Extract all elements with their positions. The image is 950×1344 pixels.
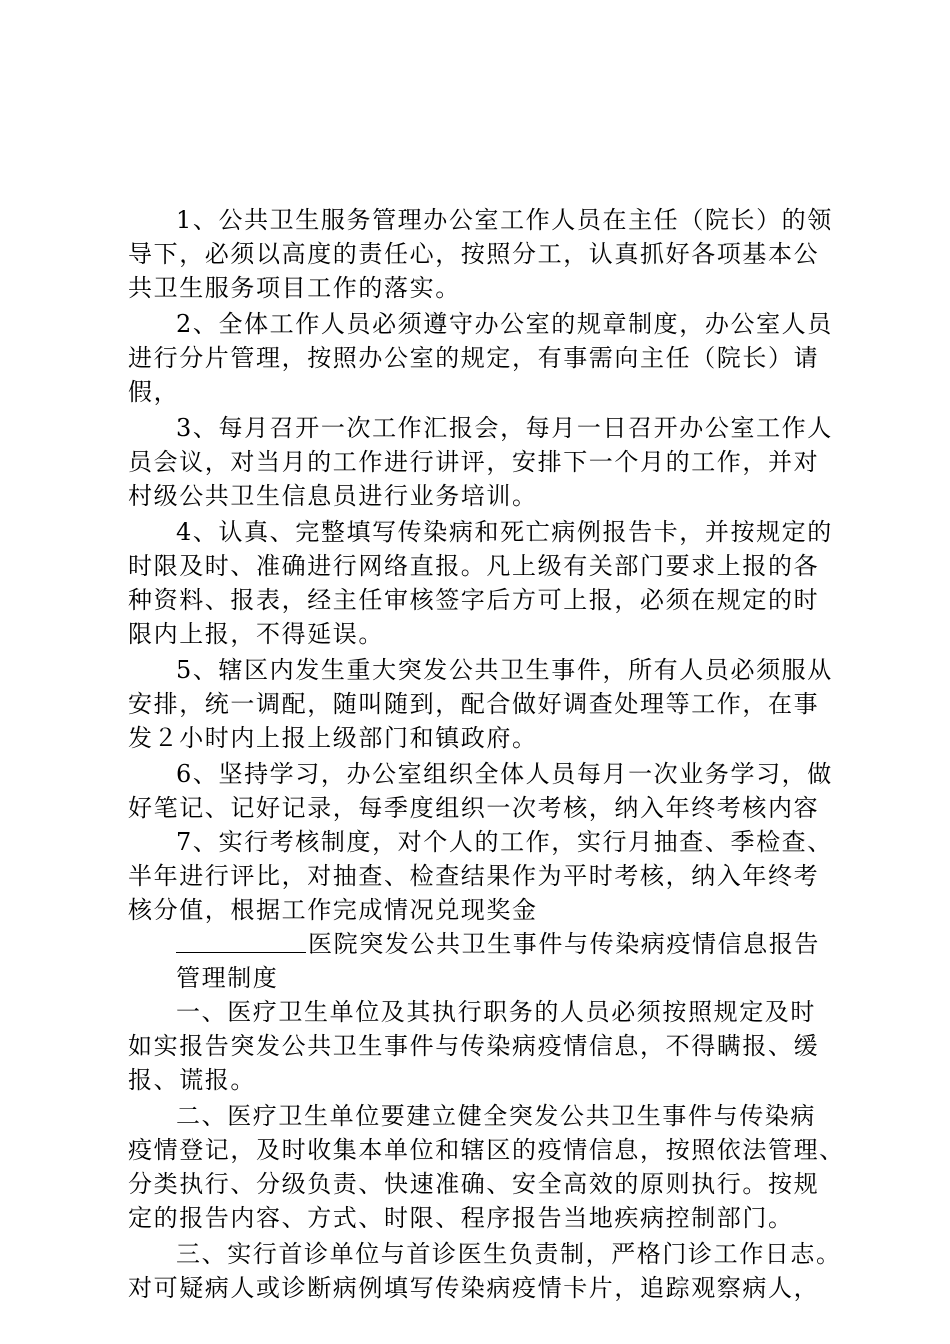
- text-line: 3、每月召开一次工作汇报会，每月一日召开办公室工作人: [176, 414, 833, 442]
- text-line: 4、认真、完整填写传染病和死亡病例报告卡，并按规定的: [176, 518, 833, 546]
- text-line: 2、全体工作人员必须遵守办公室的规章制度，办公室人员: [176, 310, 833, 338]
- text-line: 安排，统一调配，随叫随到，配合做好调查处理等工作，在事: [128, 690, 820, 718]
- text-line: 村级公共卫生信息员进行业务培训。: [128, 482, 538, 510]
- text-line: 定的报告内容、方式、时限、程序报告当地疾病控制部门。: [128, 1204, 794, 1232]
- section-heading: [128, 927, 828, 995]
- text-line: 三、实行首诊单位与首诊医生负责制，严格门诊工作日志。: [176, 1240, 842, 1268]
- paragraph-7: [128, 825, 833, 927]
- text-line: 5、辖区内发生重大突发公共卫生事件，所有人员必须服从: [176, 656, 833, 684]
- text-line: 假，: [128, 378, 180, 406]
- heading-line-2: 管理制度: [176, 964, 279, 992]
- text-line: 发２小时内上报上级部门和镇政府。: [128, 724, 538, 752]
- text-line: 7、实行考核制度，对个人的工作，实行月抽查、季检查、: [176, 828, 833, 856]
- document-body: [128, 203, 845, 1305]
- text-line: 分类执行、分级负责、快速准确、安全高效的原则执行。按规: [128, 1170, 820, 1198]
- text-line: 半年进行评比，对抽查、检查结果作为平时考核，纳入年终考: [128, 862, 820, 890]
- text-line: 对可疑病人或诊断病例填写传染病疫情卡片，追踪观察病人，: [128, 1274, 820, 1302]
- text-line: 员会议，对当月的工作进行讲评，安排下一个月的工作，并对: [128, 448, 820, 476]
- text-line: 核分值，根据工作完成情况兑现奖金: [128, 896, 538, 924]
- text-line: 进行分片管理，按照办公室的规定，有事需向主任（院长）请: [128, 344, 820, 372]
- text-line: 如实报告突发公共卫生事件与传染病疫情信息，不得瞒报、缓: [128, 1032, 820, 1060]
- text-line: 报、谎报。: [128, 1066, 256, 1094]
- text-line: 时限及时、准确进行网络直报。凡上级有关部门要求上报的各: [128, 552, 820, 580]
- text-line: 好笔记、记好记录，每季度组织一次考核，纳入年终考核内容: [128, 794, 820, 822]
- text-line: 一、医疗卫生单位及其执行职务的人员必须按照规定及时: [176, 998, 816, 1026]
- heading-line-1: [128, 927, 828, 961]
- paragraph-4: [128, 515, 833, 651]
- text-line: 导下，必须以高度的责任心，按照分工，认真抓好各项基本公: [128, 240, 820, 268]
- paragraph-1: [128, 203, 833, 305]
- paragraph-2: [128, 307, 833, 409]
- rule-3: [128, 1237, 842, 1305]
- text-line: 疫情登记，及时收集本单位和辖区的疫情信息，按照依法管理、: [128, 1136, 845, 1164]
- text-line: 共卫生服务项目工作的落实。: [128, 274, 461, 302]
- paragraph-3: [128, 411, 833, 513]
- paragraph-6: [128, 757, 833, 825]
- rule-2: [128, 1099, 845, 1235]
- text-line: 限内上报，不得延误。: [128, 620, 384, 648]
- text-line: 二、医疗卫生单位要建立健全突发公共卫生事件与传染病: [176, 1102, 816, 1130]
- rule-1: [128, 995, 828, 1097]
- blank-underline: [176, 928, 306, 953]
- text-line: 6、坚持学习，办公室组织全体人员每月一次业务学习，做: [176, 760, 833, 788]
- text-line: 种资料、报表，经主任审核签字后方可上报，必须在规定的时: [128, 586, 820, 614]
- text-line: 1、公共卫生服务管理办公室工作人员在主任（院长）的领: [176, 206, 833, 234]
- paragraph-5: [128, 653, 833, 755]
- heading-title: 医院突发公共卫生事件与传染病疫情信息报告: [308, 930, 820, 958]
